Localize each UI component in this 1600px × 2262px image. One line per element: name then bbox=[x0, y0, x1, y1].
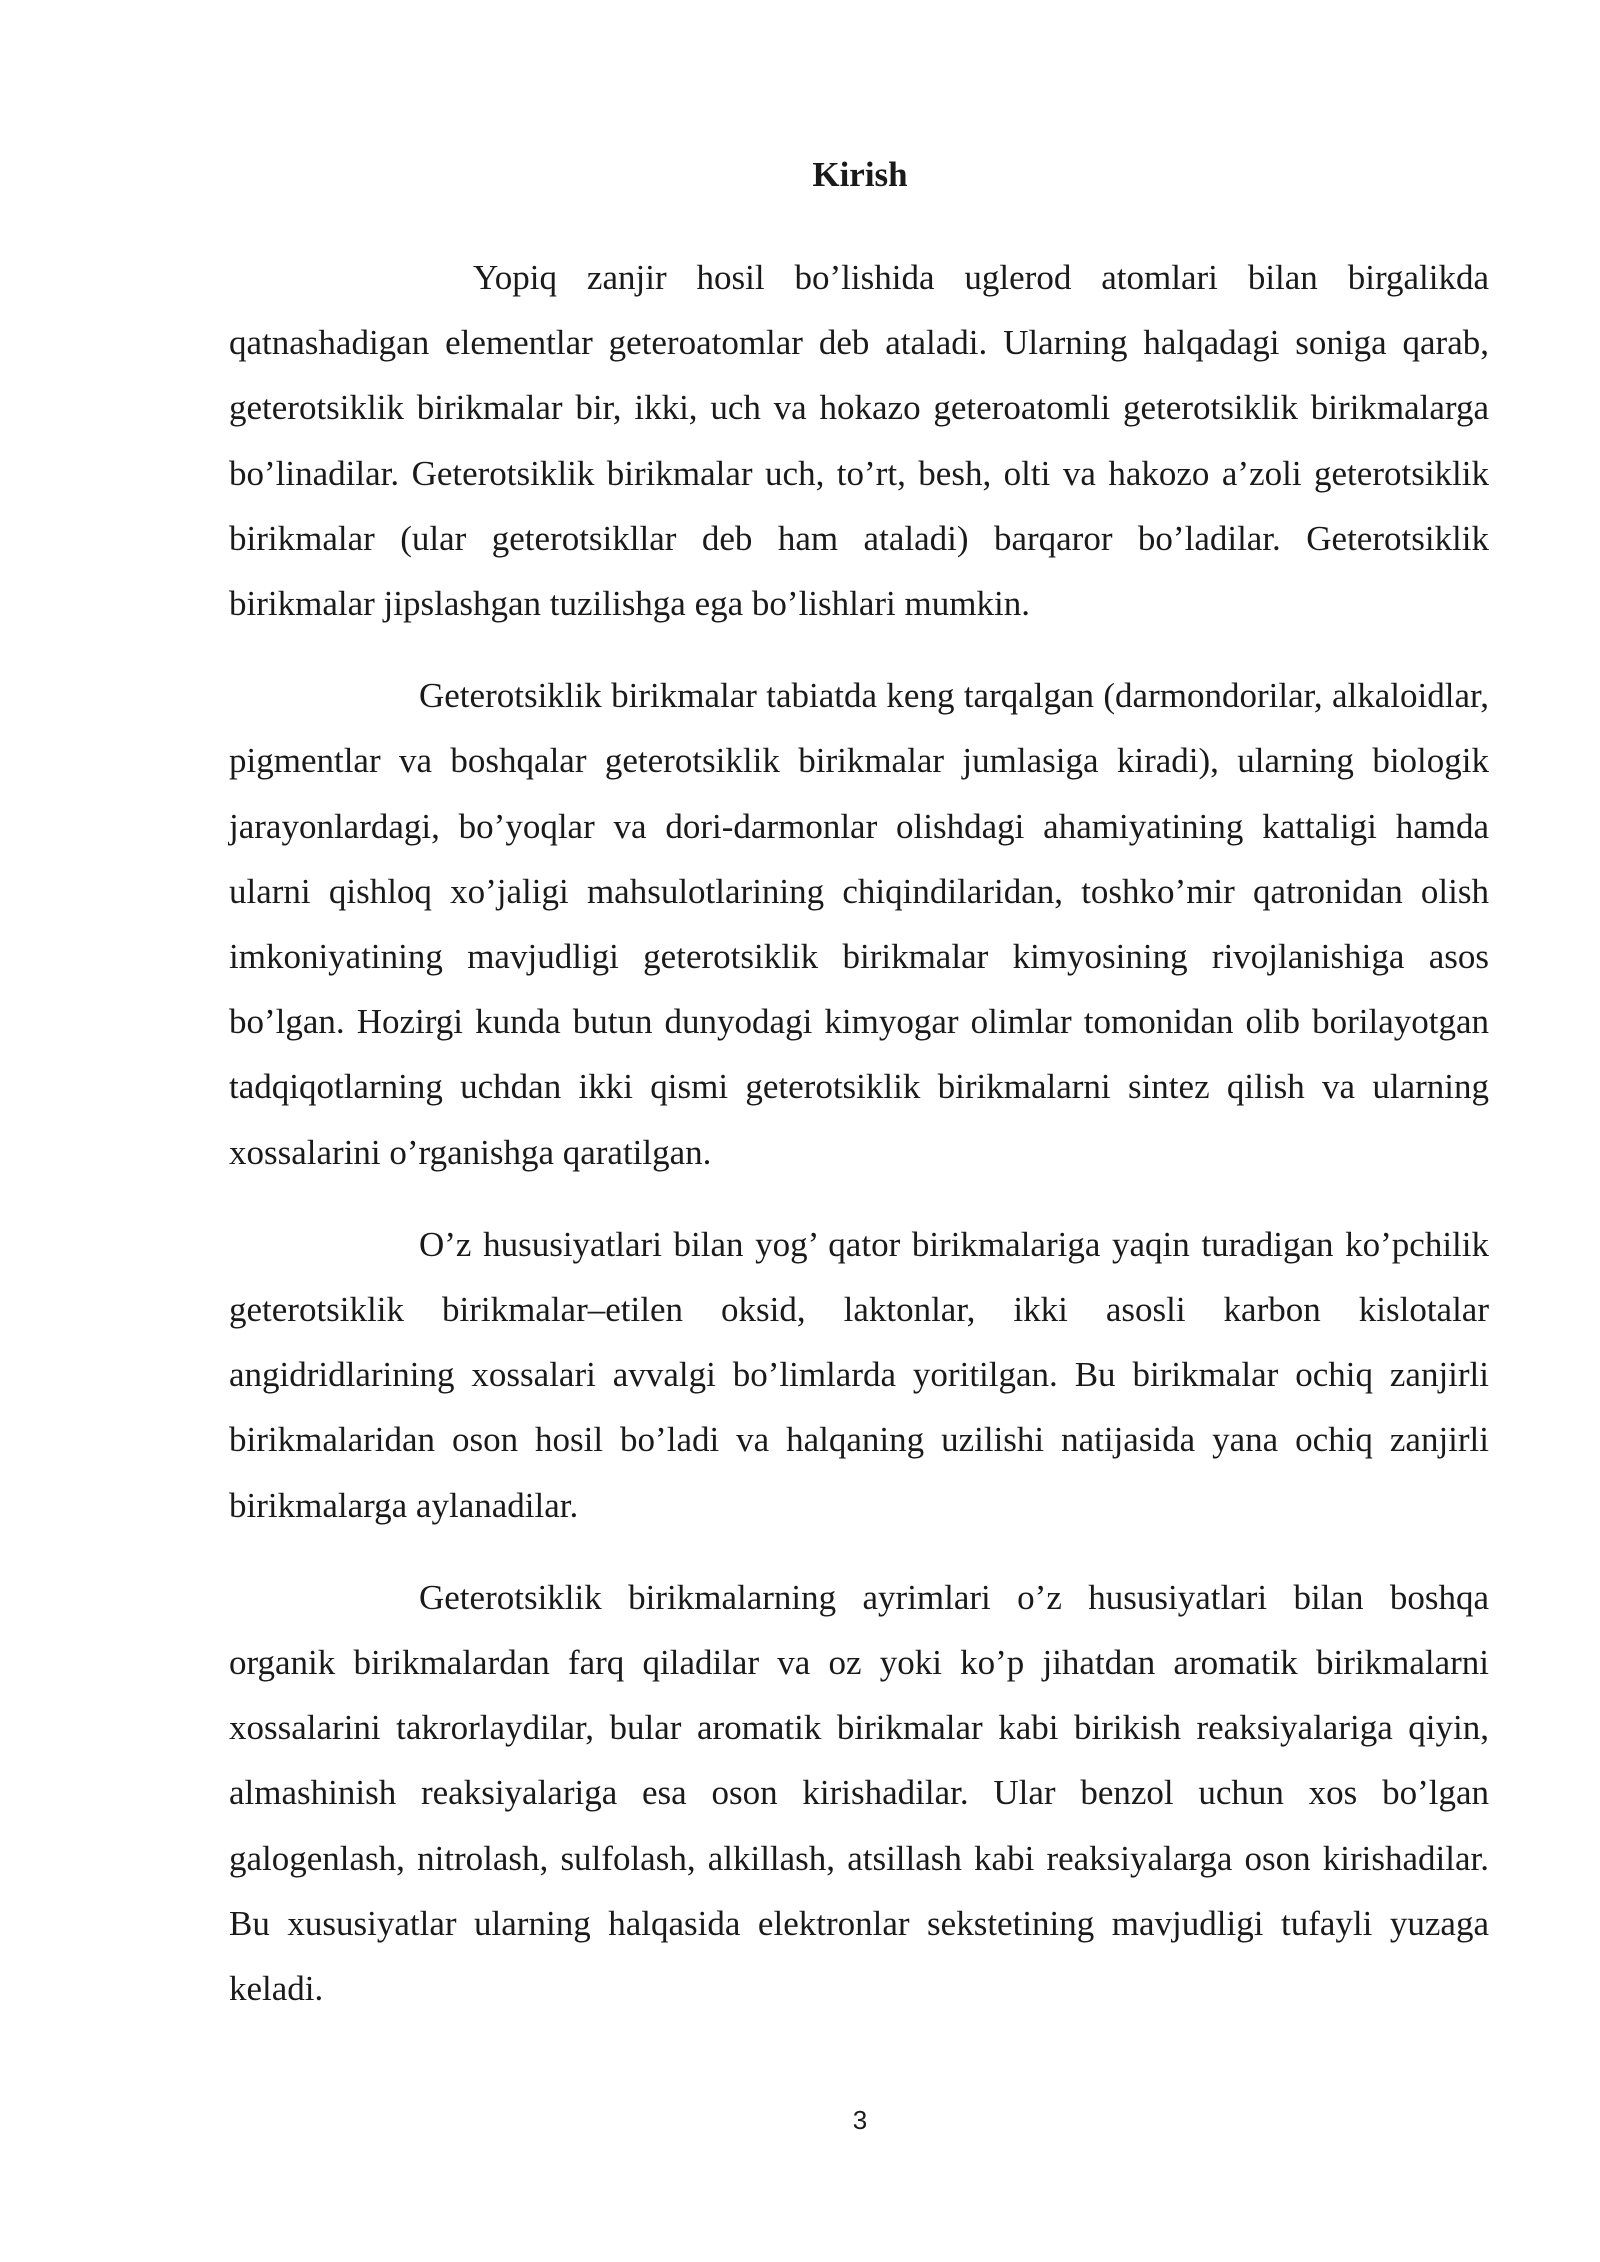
document-body bbox=[229, 245, 1489, 2048]
paragraph-2: Geterotsiklik birikmalar tabiatda keng tarqalgan (darmondorilar, alkaloidlar, pigmentlar va boshqalar geterotsiklik birikmalar jumlasiga kiradi), ularning biologik jarayonlardagi, bo’yoqlar va dori-darmonlar olishdagi ahamiyatining kattaligi hamda ularni qishloq xo’jaligi mahsulotlarining chiqindilaridan, toshko’mir qatronidan olish imkoniyatining mavjudligi geterotsiklik birikmalar kimyosining rivojlanishiga asos bo’lgan. Hozirgi kunda butun dunyodagi kimyogar olimlar tomonidan olib borilayotgan tadqiqotlarning uchdan ikki qismi geterotsiklik birikmalarni sintez qilish va ularning xossalarini o’rganishga qaratilgan. bbox=[229, 676, 1489, 1172]
paragraph-1: Yopiq zanjir hosil bo’lishida uglerod atomlari bilan birgalikda qatnashadigan elementlar geteroatomlar deb ataladi. Ularning halqadagi soniga qarab, geterotsiklik birikmalar bir, ikki, uch va hokazo geteroatomli geterotsiklik birikmalarga bo’linadilar. Geterotsiklik birikmalar uch, to’rt, besh, olti va hakozo a’zoli geterotsiklik birikmalar (ular geterotsikllar deb ham ataladi) barqaror bo’ladilar. Geterotsiklik birikmalar jipslashgan tuzilishga ega bo’lishlari mumkin. bbox=[229, 258, 1489, 624]
page-number: 3 bbox=[852, 2105, 868, 2135]
paragraph-4: Geterotsiklik birikmalarning ayrimlari o’z hususiyatlari bilan boshqa organik birikmalardan farq qiladilar va oz yoki ko’p jihatdan aromatik birikmalarni xossalarini takrorlaydilar, bular aromatik birikmalar kabi birikish reaksiyalariga qiyin, almashinish reaksiyalariga esa oson kirishadilar. Ular benzol uchun xos bo’lgan galogenlash, nitrolash, sulfolash, alkillash, atsillash kabi reaksiyalarga oson kirishadilar. Bu xususiyatlar ularning halqasida elektronlar sekstetining mavjudligi tufayli yuzaga keladi. bbox=[229, 1577, 1489, 2009]
paragraph-3: O’z hususiyatlari bilan yog’ qator birikmalariga yaqin turadigan ko’pchilik geterotsiklik birikmalar–etilen oksid, laktonlar, ikki asosli karbon kislotalar angidridlarining xossalari avvalgi bo’limlarda yoritilgan. Bu birikmalar ochiq zanjirli birikmalaridan oson hosil bo’ladi va halqaning uzilishi natijasida yana ochiq zanjirli birikmalarga aylanadilar. bbox=[229, 1224, 1489, 1525]
page-title: Kirish bbox=[812, 155, 908, 194]
